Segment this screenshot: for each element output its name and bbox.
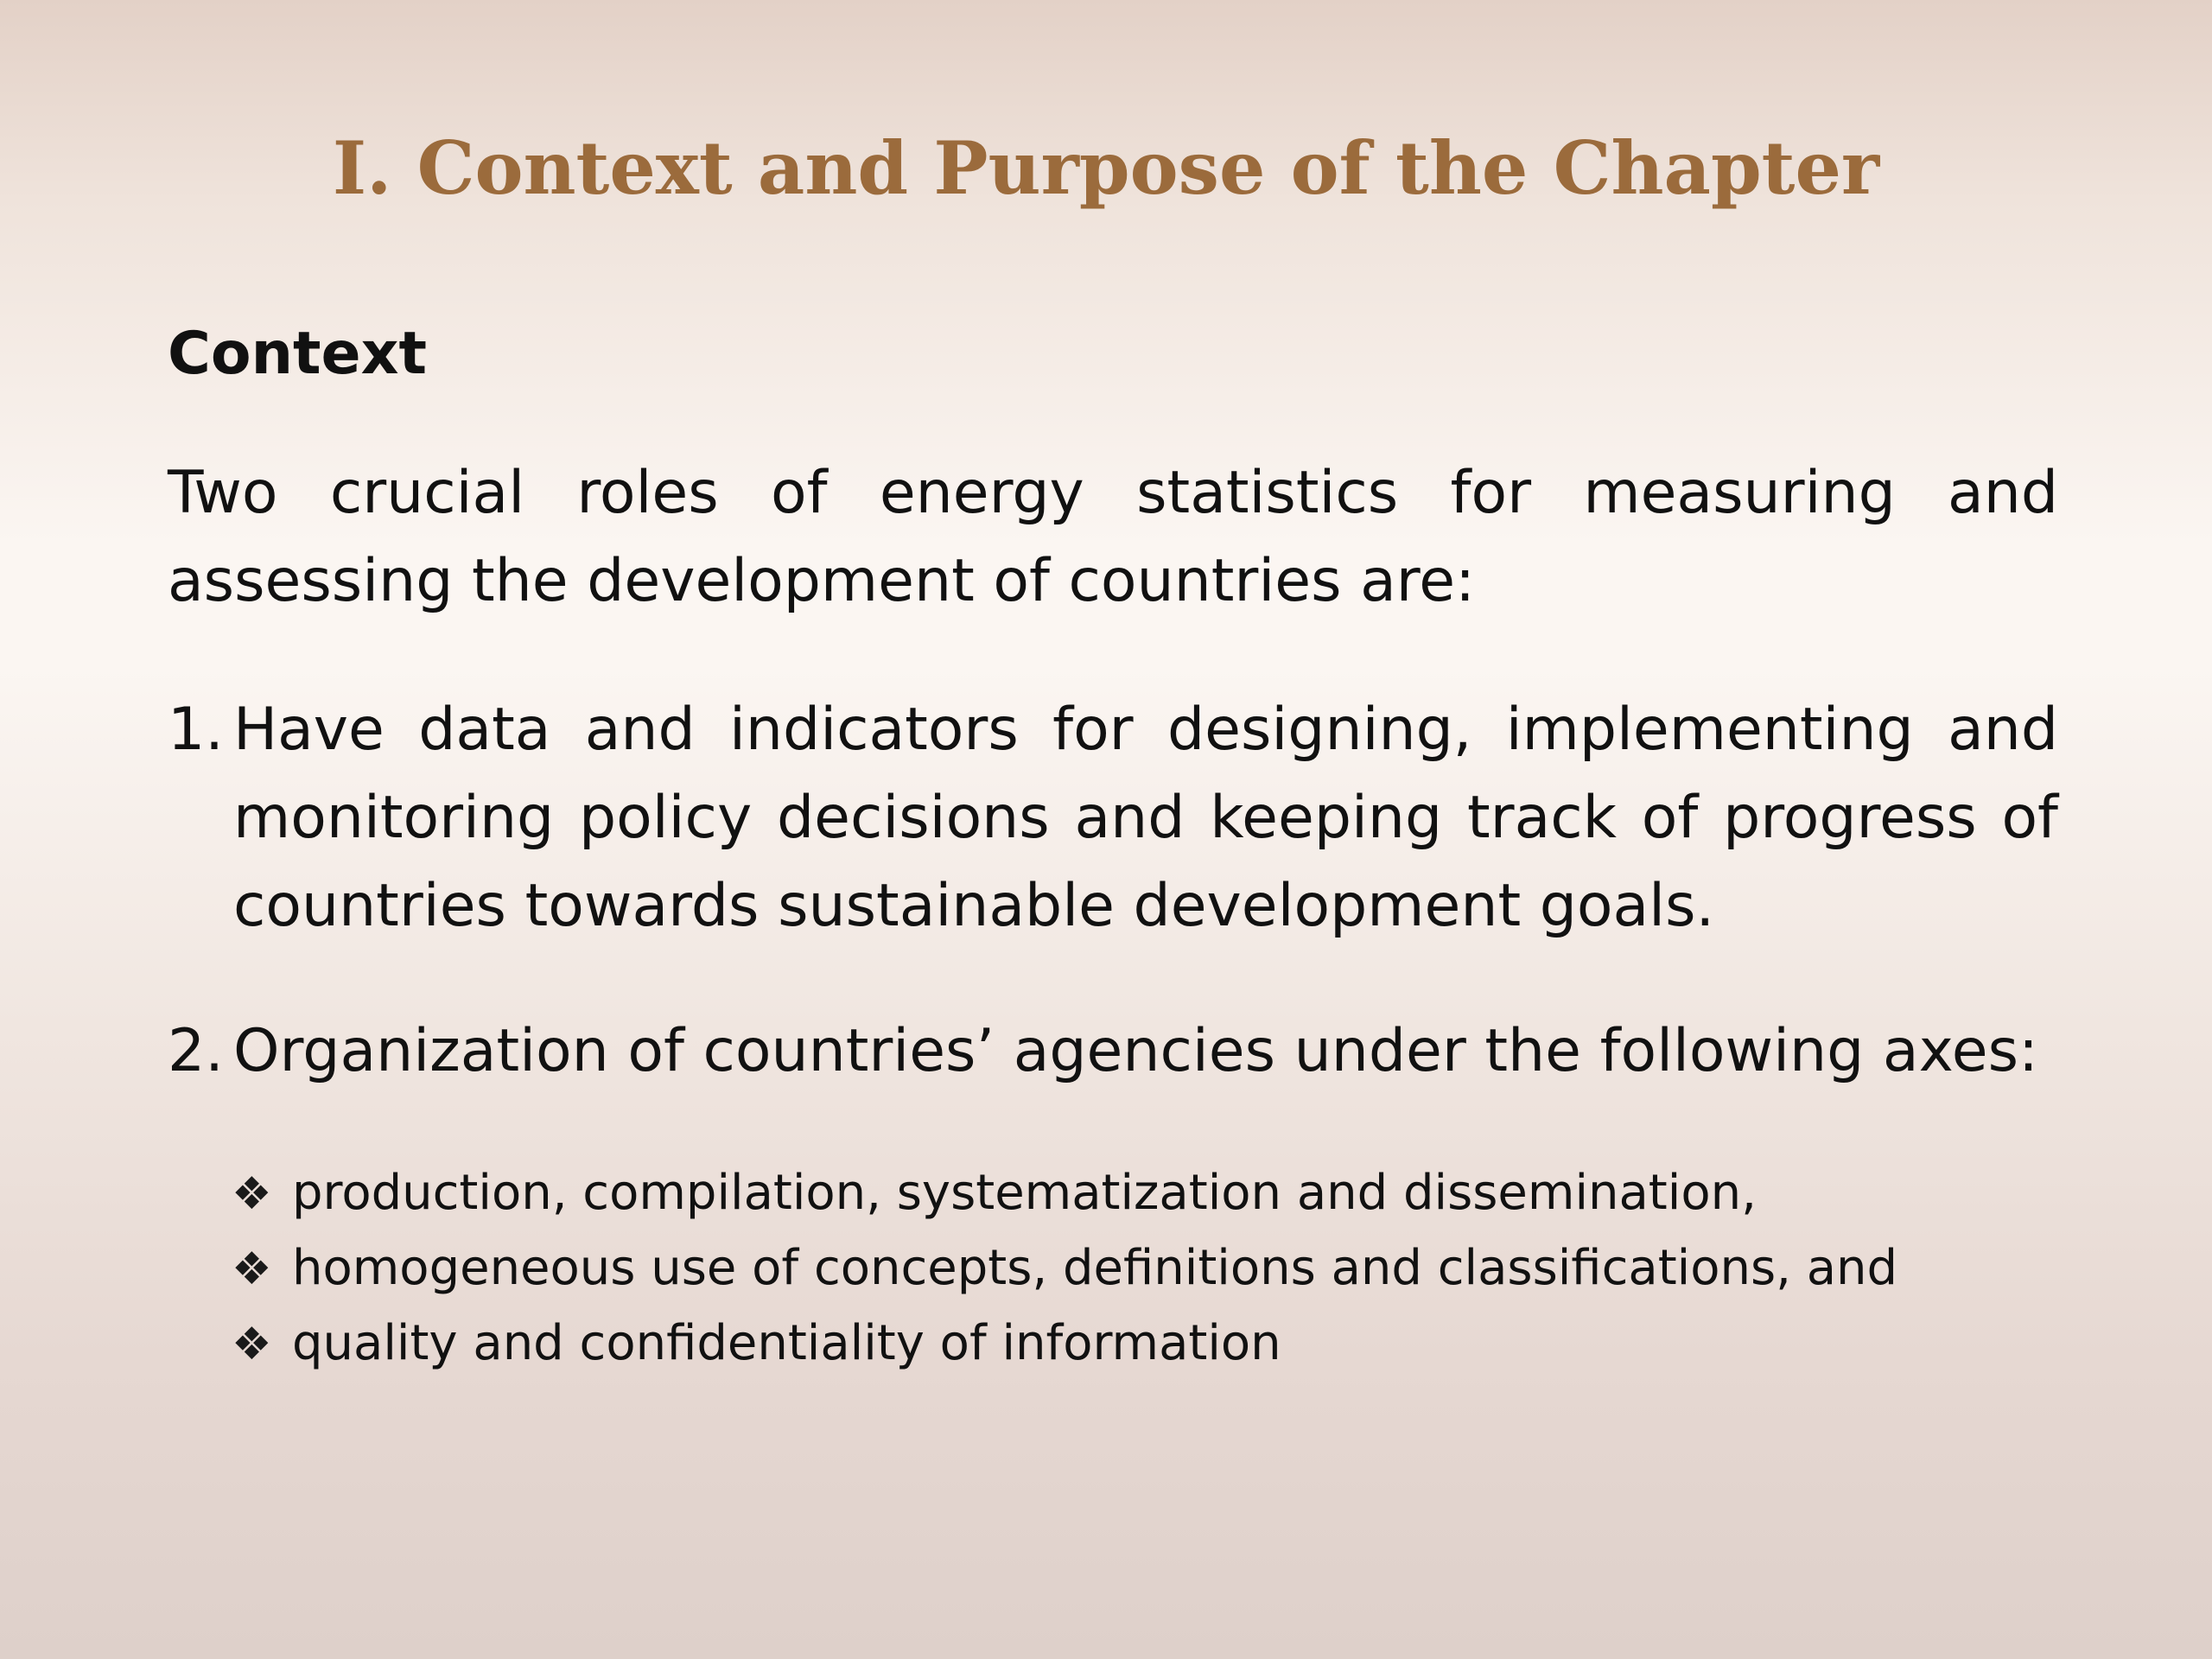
intro-paragraph: Two crucial roles of energy statistics for measuring and assessing the development of countries are: [168, 459, 2058, 615]
section-heading: Context [168, 320, 428, 388]
role-text: Organization of countries’ agencies under the following axes: [233, 1017, 2038, 1085]
axis-text: quality and confidentiality of information [292, 1315, 1281, 1371]
diamond-bullet-icon: ❖ [232, 1168, 272, 1220]
roles-list [168, 686, 2058, 1096]
role-item [168, 686, 2058, 950]
axis-item [232, 1306, 2058, 1382]
role-text: Have data and indicators for designing, implementing and monitoring policy decisions and keeping track of progress of countries towards sustainable development goals. [233, 696, 2058, 940]
role-number: 1. [168, 696, 224, 764]
axes-list [232, 1156, 2058, 1382]
axis-text: homogeneous use of concepts, definitions and classifications, and [292, 1240, 1898, 1296]
slide-content [168, 311, 2058, 1382]
axis-item [232, 1156, 2058, 1231]
diamond-bullet-icon: ❖ [232, 1243, 272, 1295]
role-item [168, 1007, 2058, 1096]
axis-item [232, 1231, 2058, 1306]
slide-title: I. Context and Purpose of the Chapter [332, 125, 1880, 211]
role-number: 2. [168, 1017, 224, 1085]
diamond-bullet-icon: ❖ [232, 1319, 272, 1370]
axis-text: production, compilation, systematization and dissemination, [292, 1165, 1757, 1221]
